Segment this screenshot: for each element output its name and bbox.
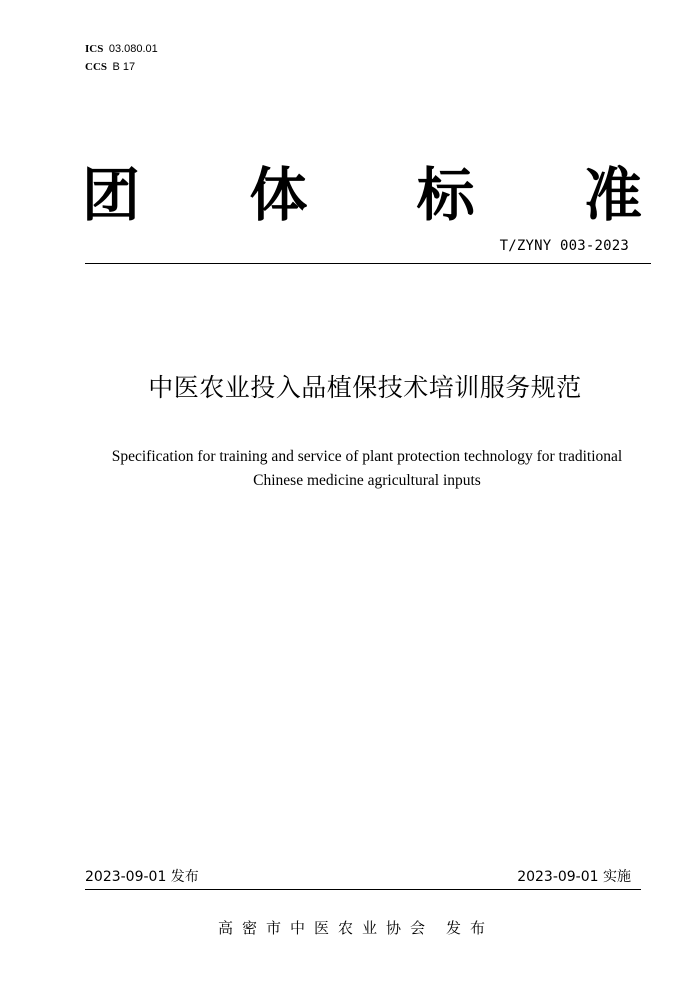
implement-date: 2023-09-01 实施 [517, 869, 631, 885]
standard-type-heading [82, 160, 642, 230]
standard-type-char: 团 [82, 161, 141, 229]
publisher-action: 发布 [446, 919, 495, 937]
standard-type-char: 体 [249, 161, 308, 229]
publish-date: 2023-09-01 发布 [85, 869, 199, 885]
title-english [84, 445, 650, 493]
standard-type-char: 准 [583, 161, 642, 229]
publisher-line [0, 917, 700, 938]
title-english-line-2: Chinese medicine agricultural inputs [253, 472, 481, 489]
publisher-organization: 高密市中医农业协会 [217, 919, 434, 937]
ics-label: ICS [85, 43, 104, 55]
bottom-divider [85, 889, 641, 890]
ics-value: 03.080.01 [108, 43, 158, 55]
title-english-line-1: Specification for training and service of plant protection technology for traditional [111, 448, 623, 465]
top-divider [85, 263, 651, 264]
title-chinese: 中医农业投入品植保技术培训服务规范 [148, 373, 582, 402]
standard-type-char: 标 [416, 161, 475, 229]
ics-line [85, 40, 158, 58]
ccs-value: B 17 [112, 61, 136, 73]
ccs-label: CCS [85, 61, 108, 73]
ccs-line [85, 58, 158, 76]
classification-codes [85, 40, 158, 76]
standard-number: T/ZYNY 003-2023 [499, 238, 629, 254]
